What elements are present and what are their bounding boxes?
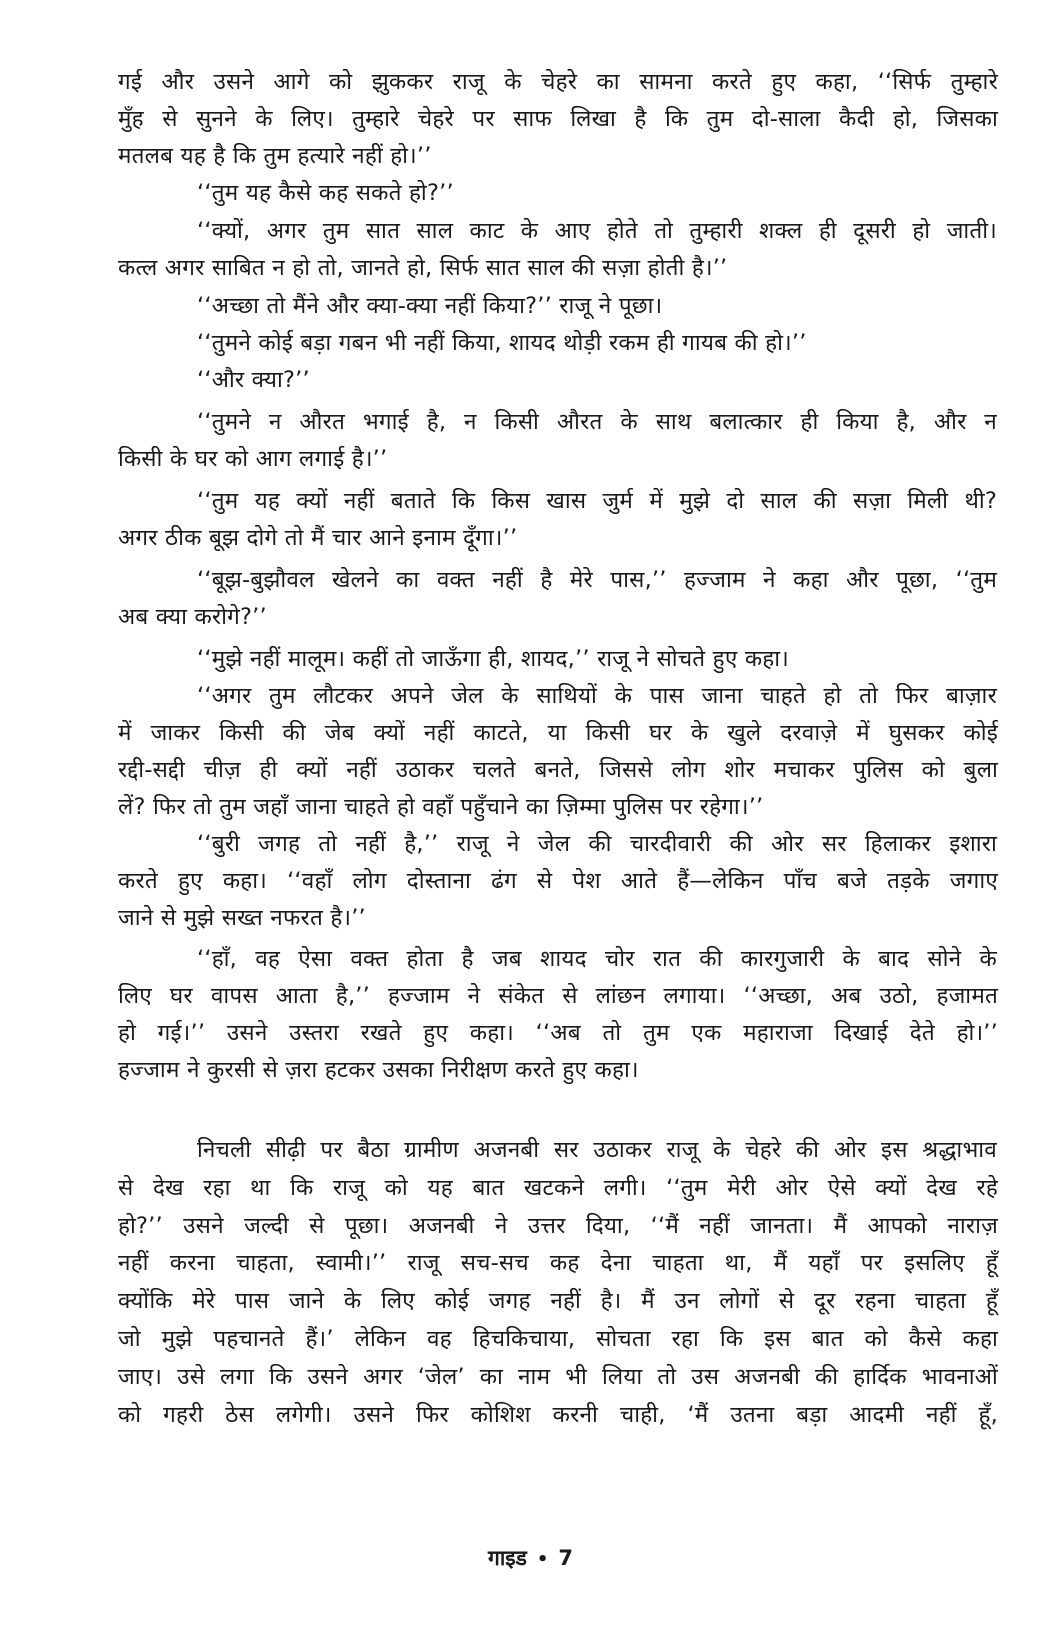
text-line: हो गई।’’ उसने उस्तरा रखते हुए कहा। ‘‘अब तो तुम एक महाराजा दिखाई देते हो।’’ <box>118 1020 998 1046</box>
text-line: अब क्या करोगे?’’ <box>118 604 267 630</box>
text-line: रद्दी-सद्दी चीज़ ही क्यों नहीं उठाकर चलते बनते, जिससे लोग शोर मचाकर पुलिस को बुला <box>118 757 998 783</box>
paragraph-first-line: निचली सीढ़ी पर बैठा ग्रामीण अजनबी सर उठाकर राजू के चेहरे की ओर इस श्रद्धाभाव <box>197 1137 997 1163</box>
text-line: क्योंकि मेरे पास जाने के लिए कोई जगह नहीं है। मैं उन लोगों से दूर रहना चाहता हूँ <box>118 1288 998 1314</box>
text-line: किसी के घर को आग लगाई है।’’ <box>118 446 388 472</box>
text-line: गई और उसने आगे को झुककर राजू के चेहरे का सामना करते हुए कहा, ‘‘सिर्फ तुम्हारे <box>118 69 998 95</box>
page-number: 7 <box>558 1546 573 1570</box>
text-line: मुँह से सुनने के लिए। तुम्हारे चेहरे पर साफ लिखा है कि तुम दो-साला कैदी हो, जिसका <box>118 106 998 132</box>
paragraph-first-line: ‘‘मुझे नहीं मालूम। कहीं तो जाऊँगा ही, शायद,’’ राजू ने सोचते हुए कहा। <box>197 646 790 672</box>
text-line: जो मुझे पहचानते हैं।’ लेकिन वह हिचकिचाया, सोचता रहा कि इस बात को कैसे कहा <box>118 1326 998 1352</box>
paragraph-first-line: ‘‘बुरी जगह तो नहीं है,’’ राजू ने जेल की चारदीवारी की ओर सर हिलाकर इशारा <box>197 831 997 857</box>
text-line: हज्जाम ने कुरसी से ज़रा हटकर उसका निरीक्षण करते हुए कहा। <box>118 1057 639 1083</box>
text-line: हो?’’ उसने जल्दी से पूछा। अजनबी ने उत्तर दिया, ‘‘मैं नहीं जानता। मैं आपको नाराज़ <box>118 1213 998 1239</box>
paragraph-first-line: ‘‘तुमने न औरत भगाई है, न किसी औरत के साथ बलात्कार ही किया है, और न <box>197 409 997 435</box>
paragraph-first-line: ‘‘अगर तुम लौटकर अपने जेल के साथियों के पास जाना चाहते हो तो फिर बाज़ार <box>197 683 997 709</box>
paragraph-first-line: ‘‘तुमने कोई बड़ा गबन भी नहीं किया, शायद थोड़ी रकम ही गायब की हो।’’ <box>197 330 807 356</box>
paragraph-first-line: ‘‘बूझ-बुझौवल खेलने का वक्त नहीं है मेरे पास,’’ हज्जाम ने कहा और पूछा, ‘‘तुम <box>197 567 997 593</box>
running-title: गाइड <box>488 1546 527 1570</box>
bullet-separator: • <box>536 1549 549 1570</box>
text-line: जाए। उसे लगा कि उसने अगर ‘जेल’ का नाम भी लिया तो उस अजनबी की हार्दिक भावनाओं <box>118 1364 998 1390</box>
paragraph-first-line: ‘‘हाँ, वह ऐसा वक्त होता है जब शायद चोर रात की कारगुजारी के बाद सोने के <box>197 946 997 972</box>
paragraph-first-line: ‘‘क्यों, अगर तुम सात साल काट के आए होते तो तुम्हारी शक्ल ही दूसरी हो जाती। <box>197 218 997 244</box>
text-line: से देख रहा था कि राजू को यह बात खटकने लगी। ‘‘तुम मेरी ओर ऐसे क्यों देख रहे <box>118 1175 998 1201</box>
paragraph-first-line: ‘‘तुम यह क्यों नहीं बताते कि किस खास जुर्म में मुझे दो साल की सज़ा मिली थी? <box>197 488 997 514</box>
text-line: नहीं करना चाहता, स्वामी।’’ राजू सच-सच कह देना चाहता था, मैं यहाँ पर इसलिए हूँ <box>118 1250 998 1276</box>
text-line: लें? फिर तो तुम जहाँ जाना चाहते हो वहाँ पहुँचाने का ज़िम्मा पुलिस पर रहेगा।’’ <box>118 794 764 820</box>
text-line: अगर ठीक बूझ दोगे तो मैं चार आने इनाम दूँगा।’’ <box>118 525 518 551</box>
text-line: जाने से मुझे सख्त नफरत है।’’ <box>118 905 366 931</box>
text-line: लिए घर वापस आता है,’’ हज्जाम ने संकेत से लांछन लगाया। ‘‘अच्छा, अब उठो, हजामत <box>118 983 998 1009</box>
text-line: को गहरी ठेस लगेगी। उसने फिर कोशिश करनी चाही, ‘मैं उतना बड़ा आदमी नहीं हूँ, <box>118 1402 998 1428</box>
paragraph-first-line: ‘‘अच्छा तो मैंने और क्या-क्या नहीं किया?’’ राजू ने पूछा। <box>197 293 663 319</box>
text-line: करते हुए कहा। ‘‘वहाँ लोग दोस्ताना ढंग से पेश आते हैं—लेकिन पाँच बजे तड़के जगाए <box>118 868 998 894</box>
text-line: मतलब यह है कि तुम हत्यारे नहीं हो।’’ <box>118 143 432 169</box>
paragraph-first-line: ‘‘और क्या?’’ <box>197 367 310 393</box>
text-line: में जाकर किसी की जेब क्यों नहीं काटते, या किसी घर के खुले दरवाज़े में घुसकर कोई <box>118 720 998 746</box>
page-footer <box>0 1543 1061 1575</box>
paragraph-first-line: ‘‘तुम यह कैसे कह सकते हो?’’ <box>197 180 454 206</box>
text-line: कत्ल अगर साबित न हो तो, जानते हो, सिर्फ सात साल की सज़ा होती है।’’ <box>118 255 728 281</box>
